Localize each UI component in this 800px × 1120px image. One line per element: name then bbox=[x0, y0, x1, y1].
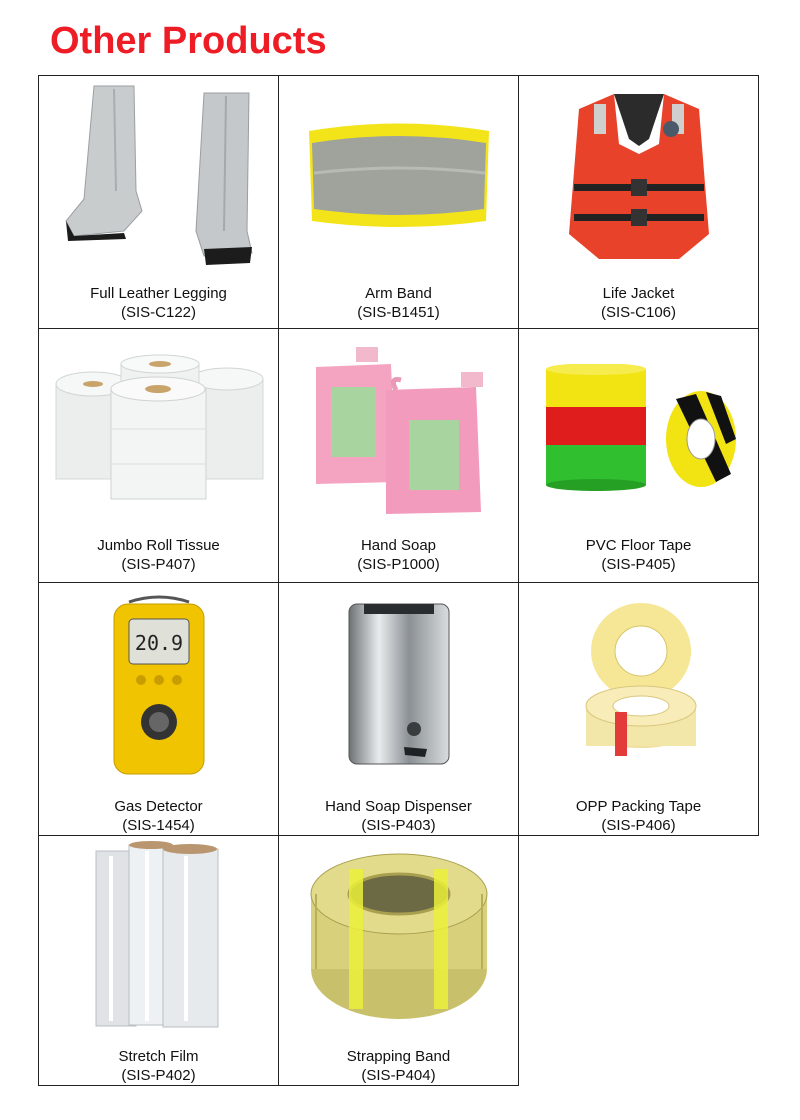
jumbo-roll-tissue-image bbox=[39, 329, 278, 529]
product-name: PVC Floor Tape bbox=[585, 537, 692, 554]
product-code: (SIS-P402) bbox=[121, 1067, 196, 1084]
stretch-film-image bbox=[39, 836, 278, 1036]
product-code: (SIS-P1000) bbox=[357, 556, 440, 573]
pvc-floor-tape-image bbox=[519, 329, 758, 529]
packing-tape-image bbox=[519, 583, 758, 789]
product-card bbox=[38, 835, 279, 1086]
product-code: (SIS-P406) bbox=[601, 817, 676, 834]
product-card bbox=[278, 835, 519, 1086]
product-card bbox=[278, 582, 519, 836]
strapping-band-image bbox=[279, 836, 518, 1036]
product-name: Hand Soap bbox=[360, 537, 437, 554]
product-code: (SIS-P405) bbox=[601, 556, 676, 573]
product-code: (SIS-C122) bbox=[120, 304, 197, 321]
product-card bbox=[38, 75, 279, 329]
product-card bbox=[278, 75, 519, 329]
product-code: (SIS-P404) bbox=[361, 1067, 436, 1084]
product-code: (SIS-C106) bbox=[600, 304, 677, 321]
product-card bbox=[278, 328, 519, 583]
product-card bbox=[518, 75, 759, 329]
life-jacket-image bbox=[519, 76, 758, 276]
product-name: Stretch Film bbox=[118, 1048, 199, 1065]
product-card bbox=[518, 582, 759, 836]
product-name: Gas Detector bbox=[114, 798, 203, 815]
product-name: Full Leather Legging bbox=[90, 285, 227, 302]
page-title: Other Products bbox=[50, 20, 327, 62]
product-card bbox=[38, 582, 279, 836]
product-name: Hand Soap Dispenser bbox=[325, 798, 472, 815]
product-name: Strapping Band bbox=[346, 1048, 451, 1065]
gas-detector-reading: 20.9 bbox=[134, 630, 183, 655]
soap-dispenser-image bbox=[279, 583, 518, 789]
product-name: Arm Band bbox=[365, 285, 432, 302]
product-name: Jumbo Roll Tissue bbox=[97, 537, 220, 554]
product-name: Life Jacket bbox=[602, 285, 675, 302]
product-code: (SIS-1454) bbox=[122, 817, 195, 834]
gas-detector-image bbox=[39, 583, 278, 789]
product-code: (SIS-P407) bbox=[121, 556, 196, 573]
arm-band-image bbox=[279, 76, 518, 276]
hand-soap-image bbox=[279, 329, 518, 529]
product-code: (SIS-P403) bbox=[361, 817, 436, 834]
product-card bbox=[518, 328, 759, 583]
product-name: OPP Packing Tape bbox=[575, 798, 702, 815]
leather-legging-image bbox=[39, 76, 278, 276]
product-card bbox=[38, 328, 279, 583]
product-code: (SIS-B1451) bbox=[357, 304, 440, 321]
product-grid bbox=[38, 75, 759, 1086]
